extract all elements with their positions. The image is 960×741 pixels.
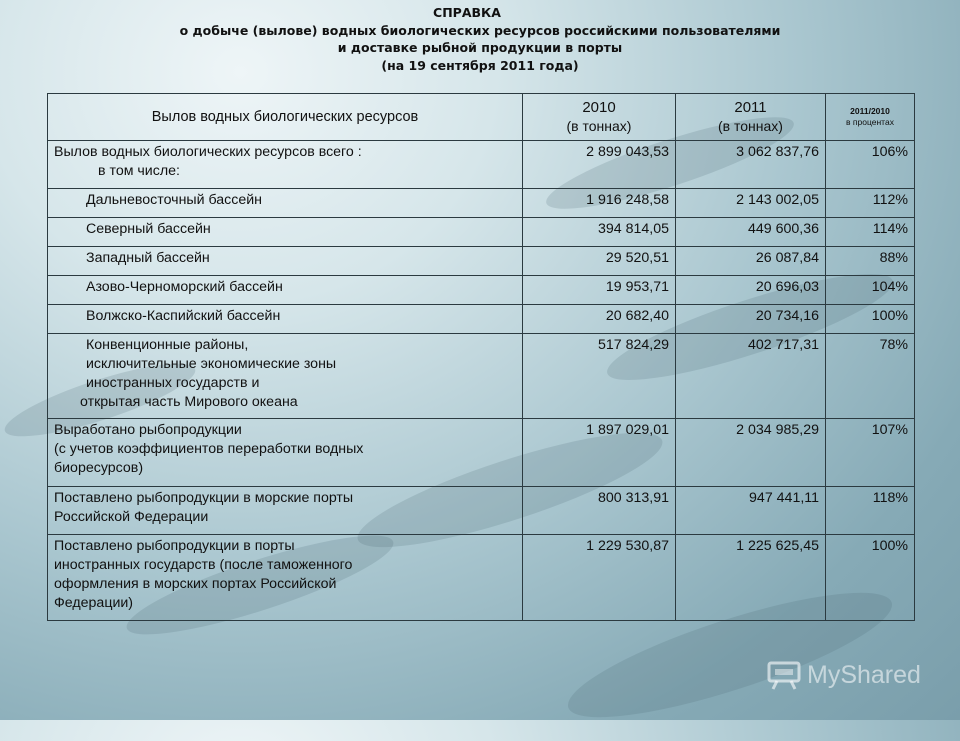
row-label-line: открытая часть Мирового океана	[80, 394, 298, 410]
value-2010: 20 682,40	[523, 305, 676, 334]
table-row	[48, 276, 915, 305]
value-2011: 1 225 625,45	[676, 535, 826, 621]
watermark-text: MyShared	[807, 660, 921, 689]
value-percent: 107%	[826, 419, 915, 487]
header-ratio	[826, 94, 915, 141]
value-percent: 104%	[826, 276, 915, 305]
table-row	[48, 189, 915, 218]
value-percent: 100%	[826, 305, 915, 334]
value-2011: 947 441,11	[676, 487, 826, 535]
document-date-line: (на 19 сентября 2011 года)	[381, 57, 579, 73]
table-row	[48, 247, 915, 276]
table-row	[48, 218, 915, 247]
presentation-board-icon	[767, 660, 801, 690]
value-2010: 1 916 248,58	[523, 189, 676, 218]
row-label: Азово-Черноморский бассейн	[48, 276, 523, 305]
row-label-line: Поставлено рыбопродукции в порты	[54, 538, 295, 554]
row-label-line: иностранных государств (после таможенного	[54, 557, 353, 573]
table-header-row	[48, 94, 915, 141]
value-2010: 517 824,29	[523, 334, 676, 419]
value-percent: 88%	[826, 247, 915, 276]
row-label-line: (с учетов коэффициентов переработки водных	[54, 441, 364, 457]
row-label: Северный бассейн	[48, 218, 523, 247]
row-label-line: Федерации)	[54, 595, 134, 611]
table-row	[48, 487, 915, 535]
value-2010: 1 229 530,87	[523, 535, 676, 621]
header-2011-year: 2011	[734, 99, 767, 116]
value-2011: 2 143 002,05	[676, 189, 826, 218]
row-label	[48, 141, 523, 189]
value-2010: 1 897 029,01	[523, 419, 676, 487]
value-percent: 100%	[826, 535, 915, 621]
myshared-watermark	[767, 657, 921, 693]
row-label: Волжско-Каспийский бассейн	[48, 305, 523, 334]
header-2010	[523, 94, 676, 141]
value-2010: 29 520,51	[523, 247, 676, 276]
table-row	[48, 141, 915, 189]
row-label-line: исключительные экономические зоны	[86, 356, 337, 372]
header-2011-unit: (в тоннах)	[718, 118, 783, 134]
value-percent: 78%	[826, 334, 915, 419]
value-2010: 800 313,91	[523, 487, 676, 535]
header-ratio-unit: в процентах	[846, 117, 894, 127]
table-row	[48, 535, 915, 621]
table-row	[48, 305, 915, 334]
row-label	[48, 334, 523, 419]
value-2011: 26 087,84	[676, 247, 826, 276]
document-subtitle-line: о добыче (вылове) водных биологических ресурсов российскими пользователями	[179, 22, 781, 38]
value-2010: 19 953,71	[523, 276, 676, 305]
document-header	[0, 4, 960, 74]
document-title: СПРАВКА	[433, 5, 501, 20]
value-2011: 20 734,16	[676, 305, 826, 334]
row-label-line: оформления в морских портах Российской	[54, 576, 337, 592]
row-label	[48, 419, 523, 487]
table-row	[48, 419, 915, 487]
catch-statistics-table	[47, 93, 915, 621]
value-2010: 2 899 043,53	[523, 141, 676, 189]
row-label: Дальневосточный бассейн	[48, 189, 523, 218]
value-2011: 402 717,31	[676, 334, 826, 419]
value-2011: 3 062 837,76	[676, 141, 826, 189]
table-row	[48, 334, 915, 419]
value-percent: 106%	[826, 141, 915, 189]
row-label: Западный бассейн	[48, 247, 523, 276]
row-label-line: биоресурсов)	[54, 460, 144, 476]
row-label	[48, 487, 523, 535]
header-2010-unit: (в тоннах)	[566, 118, 632, 134]
value-percent: 112%	[826, 189, 915, 218]
row-label-line: Конвенционные районы,	[86, 337, 249, 353]
row-label-line: иностранных государств и	[86, 375, 260, 391]
header-catch-resources: Вылов водных биологических ресурсов	[48, 94, 523, 141]
row-label-line: Поставлено рыбопродукции в морские порты	[54, 490, 354, 506]
header-2010-year: 2010	[582, 99, 616, 116]
value-2011: 20 696,03	[676, 276, 826, 305]
document-subtitle-line: и доставке рыбной продукции в порты	[337, 40, 623, 55]
value-2010: 394 814,05	[523, 218, 676, 247]
value-percent: 118%	[826, 487, 915, 535]
row-label-line: Российской Федерации	[54, 509, 209, 525]
row-label-line: в том числе:	[98, 163, 180, 179]
value-percent: 114%	[826, 218, 915, 247]
row-label	[48, 535, 523, 621]
value-2011: 2 034 985,29	[676, 419, 826, 487]
header-2011	[676, 94, 826, 141]
value-2011: 449 600,36	[676, 218, 826, 247]
row-label-line: Выработано рыбопродукции	[54, 422, 242, 438]
header-ratio-label: 2011/2010	[850, 106, 890, 116]
row-label-line: Вылов водных биологических ресурсов всего :	[54, 144, 362, 160]
